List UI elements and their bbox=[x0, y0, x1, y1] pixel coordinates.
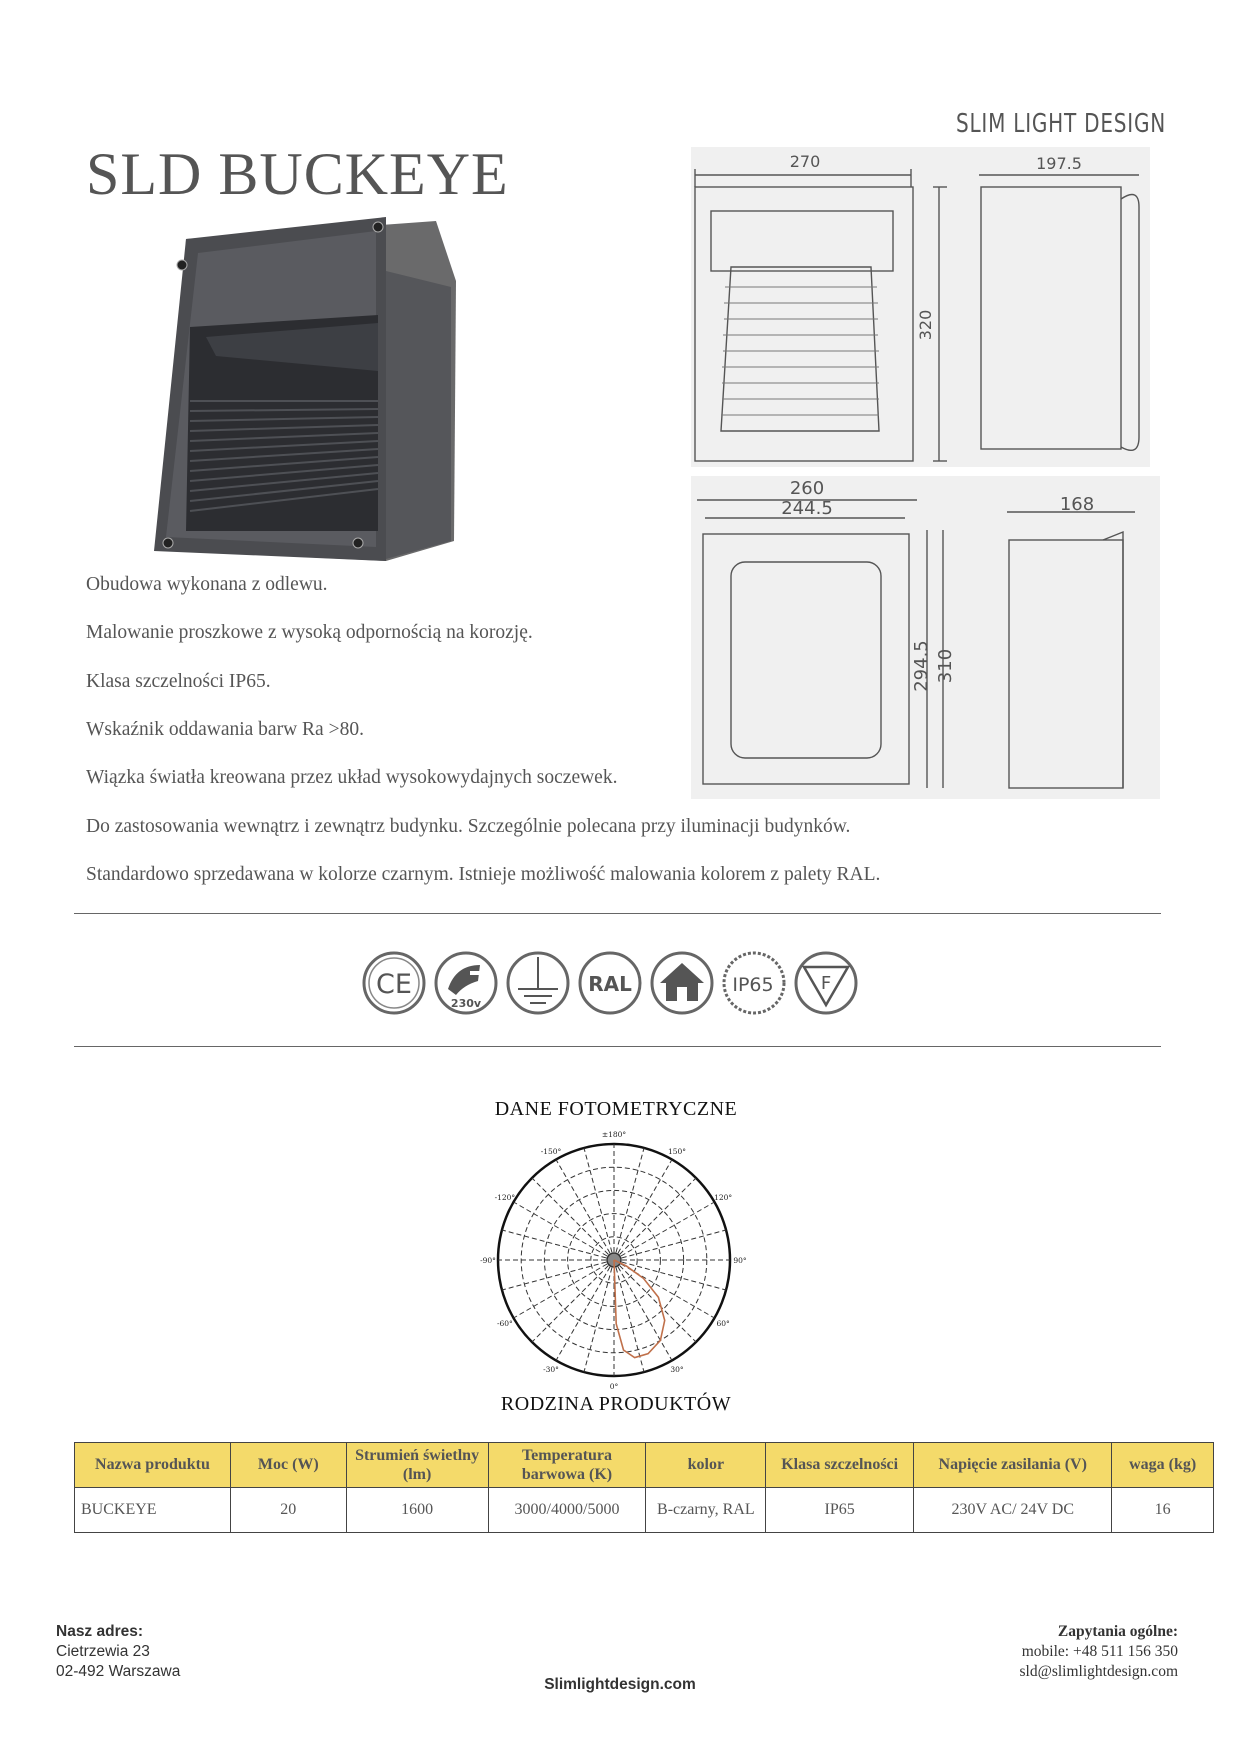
dim-box-depth: 168 bbox=[1059, 494, 1095, 515]
divider bbox=[74, 1046, 1161, 1047]
product-photo bbox=[146, 211, 456, 565]
column-header: Napięcie zasilania (V) bbox=[914, 1443, 1112, 1488]
feature-line: Standardowo sprzedawana w kolorze czarnym. Istnieje możliwość malowania kolorem z palety RAL. bbox=[86, 864, 881, 885]
polar-angle-label: -120° bbox=[494, 1193, 516, 1202]
brand-name: SLIM LIGHT DESIGN bbox=[956, 109, 1166, 139]
polar-angle-label: -60° bbox=[496, 1319, 513, 1328]
polar-spoke bbox=[614, 1148, 644, 1260]
dim-depth: 197.5 bbox=[1036, 154, 1082, 173]
polar-angle-label: -150° bbox=[540, 1146, 562, 1156]
polar-spoke bbox=[614, 1160, 672, 1260]
footer-contact bbox=[1019, 1622, 1178, 1682]
polar-spoke bbox=[532, 1260, 614, 1342]
svg-text:RAL: RAL bbox=[588, 972, 632, 996]
table-row bbox=[75, 1488, 1214, 1533]
email-link[interactable]: sld@slimlightdesign.com bbox=[1019, 1663, 1178, 1680]
polar-spoke bbox=[614, 1230, 726, 1260]
divider bbox=[74, 913, 1161, 914]
column-header: waga (kg) bbox=[1112, 1443, 1214, 1488]
polar-angle-label: 120° bbox=[714, 1193, 733, 1202]
polar-spoke bbox=[614, 1202, 714, 1260]
address-label: Nasz adres: bbox=[56, 1623, 144, 1640]
feature-line: Malowanie proszkowe z wysoką odpornością na korozję. bbox=[86, 622, 533, 643]
brand-logo bbox=[954, 98, 1168, 142]
polar-angle-label: -30° bbox=[543, 1365, 559, 1375]
polar-spoke bbox=[556, 1160, 614, 1260]
table-cell: BUCKEYE bbox=[75, 1488, 231, 1533]
ground-icon bbox=[506, 951, 570, 1015]
polar-angle-label: 30° bbox=[670, 1365, 684, 1375]
polar-spoke bbox=[614, 1260, 644, 1372]
polar-spoke bbox=[532, 1178, 614, 1260]
inquiries-label: Zapytania ogólne: bbox=[1057, 1623, 1178, 1640]
svg-text:F: F bbox=[820, 973, 832, 994]
dim-inner-height: 294.5 bbox=[911, 640, 932, 692]
polar-spoke bbox=[584, 1148, 614, 1260]
photometry-title: DANE FOTOMETRYCZNE bbox=[494, 1098, 738, 1120]
svg-text:230v: 230v bbox=[450, 997, 482, 1010]
polar-spoke bbox=[584, 1260, 614, 1372]
page-title: SLD BUCKEYE bbox=[86, 141, 509, 207]
table-cell: B-czarny, RAL bbox=[646, 1488, 766, 1533]
polar-spoke bbox=[614, 1178, 696, 1260]
feature-line: Do zastosowania wewnątrz i zewnątrz budynku. Szczególnie polecana przy iluminacji budynków. bbox=[86, 816, 851, 837]
feature-line: Klasa szczelności IP65. bbox=[86, 671, 271, 692]
polar-spoke bbox=[614, 1260, 696, 1342]
ce-icon bbox=[362, 951, 426, 1015]
address-line: Cietrzewia 23 bbox=[56, 1643, 150, 1660]
polar-angle-label: 90° bbox=[733, 1256, 747, 1265]
polar-angle-label: 60° bbox=[716, 1319, 730, 1328]
polar-angle-label: -90° bbox=[480, 1256, 496, 1265]
table-header-row bbox=[75, 1443, 1214, 1488]
feature-line: Wiązka światła kreowana przez układ wysokowydajnych soczewek. bbox=[86, 767, 618, 788]
address-line: 02-492 Warszawa bbox=[56, 1663, 181, 1680]
svg-text:CE: CE bbox=[376, 969, 412, 1000]
f-mark-icon bbox=[794, 951, 858, 1015]
dim-inner-width: 244.5 bbox=[781, 498, 833, 519]
polar-spoke bbox=[514, 1202, 614, 1260]
dim-outer-width: 260 bbox=[789, 478, 825, 499]
ral-icon bbox=[578, 951, 642, 1015]
polar-spoke bbox=[556, 1260, 614, 1360]
table-cell: 20 bbox=[230, 1488, 346, 1533]
ip65-icon bbox=[722, 951, 786, 1015]
power-230v-icon bbox=[434, 951, 498, 1015]
dim-width: 270 bbox=[789, 152, 821, 171]
family-title: RODZINA PRODUKTÓW bbox=[500, 1393, 732, 1415]
product-family-table bbox=[74, 1442, 1214, 1533]
polar-angle-label: ±180° bbox=[601, 1130, 627, 1139]
table-cell: 16 bbox=[1112, 1488, 1214, 1533]
polar-diagram bbox=[468, 1130, 760, 1394]
column-header: Moc (W) bbox=[230, 1443, 346, 1488]
polar-spoke bbox=[614, 1260, 726, 1290]
column-header: Temperatura barwowa (K) bbox=[488, 1443, 646, 1488]
dim-outer-height: 310 bbox=[935, 648, 956, 684]
column-header: Nazwa produktu bbox=[75, 1443, 231, 1488]
technical-drawing-mounting-box bbox=[691, 476, 1160, 799]
intensity-curve bbox=[614, 1260, 665, 1358]
feature-line: Wskaźnik oddawania barw Ra >80. bbox=[86, 719, 364, 740]
polar-spoke bbox=[502, 1260, 614, 1290]
website-link[interactable]: Slimlightdesign.com bbox=[544, 1676, 696, 1693]
table-cell: 3000/4000/5000 bbox=[488, 1488, 646, 1533]
dim-height: 320 bbox=[916, 309, 935, 341]
column-header: Klasa szczelności bbox=[766, 1443, 914, 1488]
certification-icons bbox=[362, 951, 870, 1017]
polar-spoke bbox=[502, 1230, 614, 1260]
polar-angle-label: 0° bbox=[609, 1382, 619, 1391]
technical-drawing-front-side bbox=[691, 147, 1150, 467]
feature-line: Obudowa wykonana z odlewu. bbox=[86, 574, 328, 595]
column-header: Strumień świetlny (lm) bbox=[346, 1443, 488, 1488]
footer-address bbox=[56, 1622, 180, 1682]
polar-spoke bbox=[514, 1260, 614, 1318]
indoor-house-icon bbox=[650, 951, 714, 1015]
svg-text:IP65: IP65 bbox=[732, 974, 774, 996]
column-header: kolor bbox=[646, 1443, 766, 1488]
table-cell: IP65 bbox=[766, 1488, 914, 1533]
polar-angle-label: 150° bbox=[667, 1146, 687, 1156]
mobile-number[interactable]: mobile: +48 511 156 350 bbox=[1021, 1643, 1178, 1660]
table-cell: 230V AC/ 24V DC bbox=[914, 1488, 1112, 1533]
table-cell: 1600 bbox=[346, 1488, 488, 1533]
